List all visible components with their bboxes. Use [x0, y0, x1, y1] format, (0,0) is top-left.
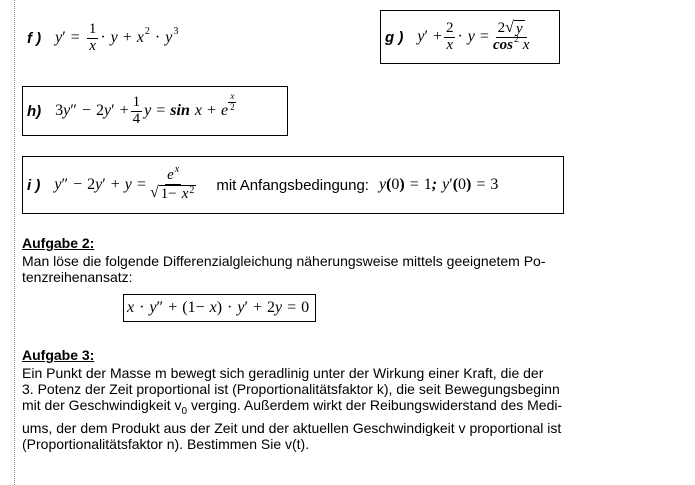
equation-i-box	[22, 156, 564, 214]
aufgabe-2-line: tenzreihenansatz:	[22, 269, 133, 285]
initial-condition-formula: y ( 0 ) = 1 ; y ′ ( 0 ) = 3	[378, 176, 499, 193]
velocity-text: mit der Geschwindigkeit v	[22, 397, 182, 413]
aufgabe-3-text	[22, 365, 692, 452]
equation-aufgabe-2-formula: x · y ″ + (1− x ) · y ′ + 2 y = 0	[127, 299, 310, 316]
equation-h-label: h)	[27, 102, 42, 120]
aufgabe-2-heading: Aufgabe 2:	[22, 235, 95, 251]
equation-i-formula: y ″ − 2 y ′ + y = $e^x$ √ $1- x^2$	[54, 163, 195, 202]
aufgabe-3-line: 3. Potenz der Zeit proportional ist (Proportionalitätsfaktor k), die seit Bewegungsbeginn	[22, 381, 560, 397]
aufgabe-2-line: Man löse die folgende Differenzialgleichung näherungsweise mittels geeignetem Po-	[22, 253, 546, 269]
aufgabe-3-line: ums, der dem Produkt aus der Zeit und der aktuellen Geschwindigkeit v proportional ist	[22, 419, 562, 436]
aufgabe-3-line: Ein Punkt der Masse m bewegt sich geradlinig unter der Wirkung einer Kraft, die der	[22, 365, 544, 381]
equation-i-label: i )	[27, 176, 41, 194]
margin-guide-line	[14, 0, 15, 485]
equation-h-box	[22, 86, 288, 136]
equation-g-box	[380, 10, 560, 64]
equation-g-label: g )	[385, 28, 404, 46]
equation-f-formula: y ′ = $\frac{1}{x}$ · y + x 2 · y 3	[55, 20, 179, 54]
equation-f-box	[22, 12, 196, 64]
velocity-subscript: 0	[181, 405, 188, 417]
equation-aufgabe-2-box	[123, 294, 316, 322]
initial-condition-text: mit Anfangsbedingung:	[216, 176, 369, 194]
aufgabe-3-heading: Aufgabe 3:	[22, 347, 95, 363]
aufgabe-3-line: (Proportionalitätsfaktor n). Bestimmen Sie v(t).	[22, 435, 310, 452]
equation-g-formula: y ′ + $\frac{2}{x}$ · y = 2 √ y $\cos^2 x$	[417, 18, 530, 54]
aufgabe-3-line	[22, 397, 692, 420]
equation-h-formula: 3 y ″ − 2 y ′ + $\frac{1}{4}$ y = sin x + e $\frac{x}{2}$	[55, 91, 235, 127]
velocity-text-rest: verging. Außerdem wirkt der Reibungswiderstand des Medi-	[187, 397, 563, 413]
aufgabe-2-text	[22, 253, 692, 285]
equation-f-label: f )	[27, 29, 42, 47]
